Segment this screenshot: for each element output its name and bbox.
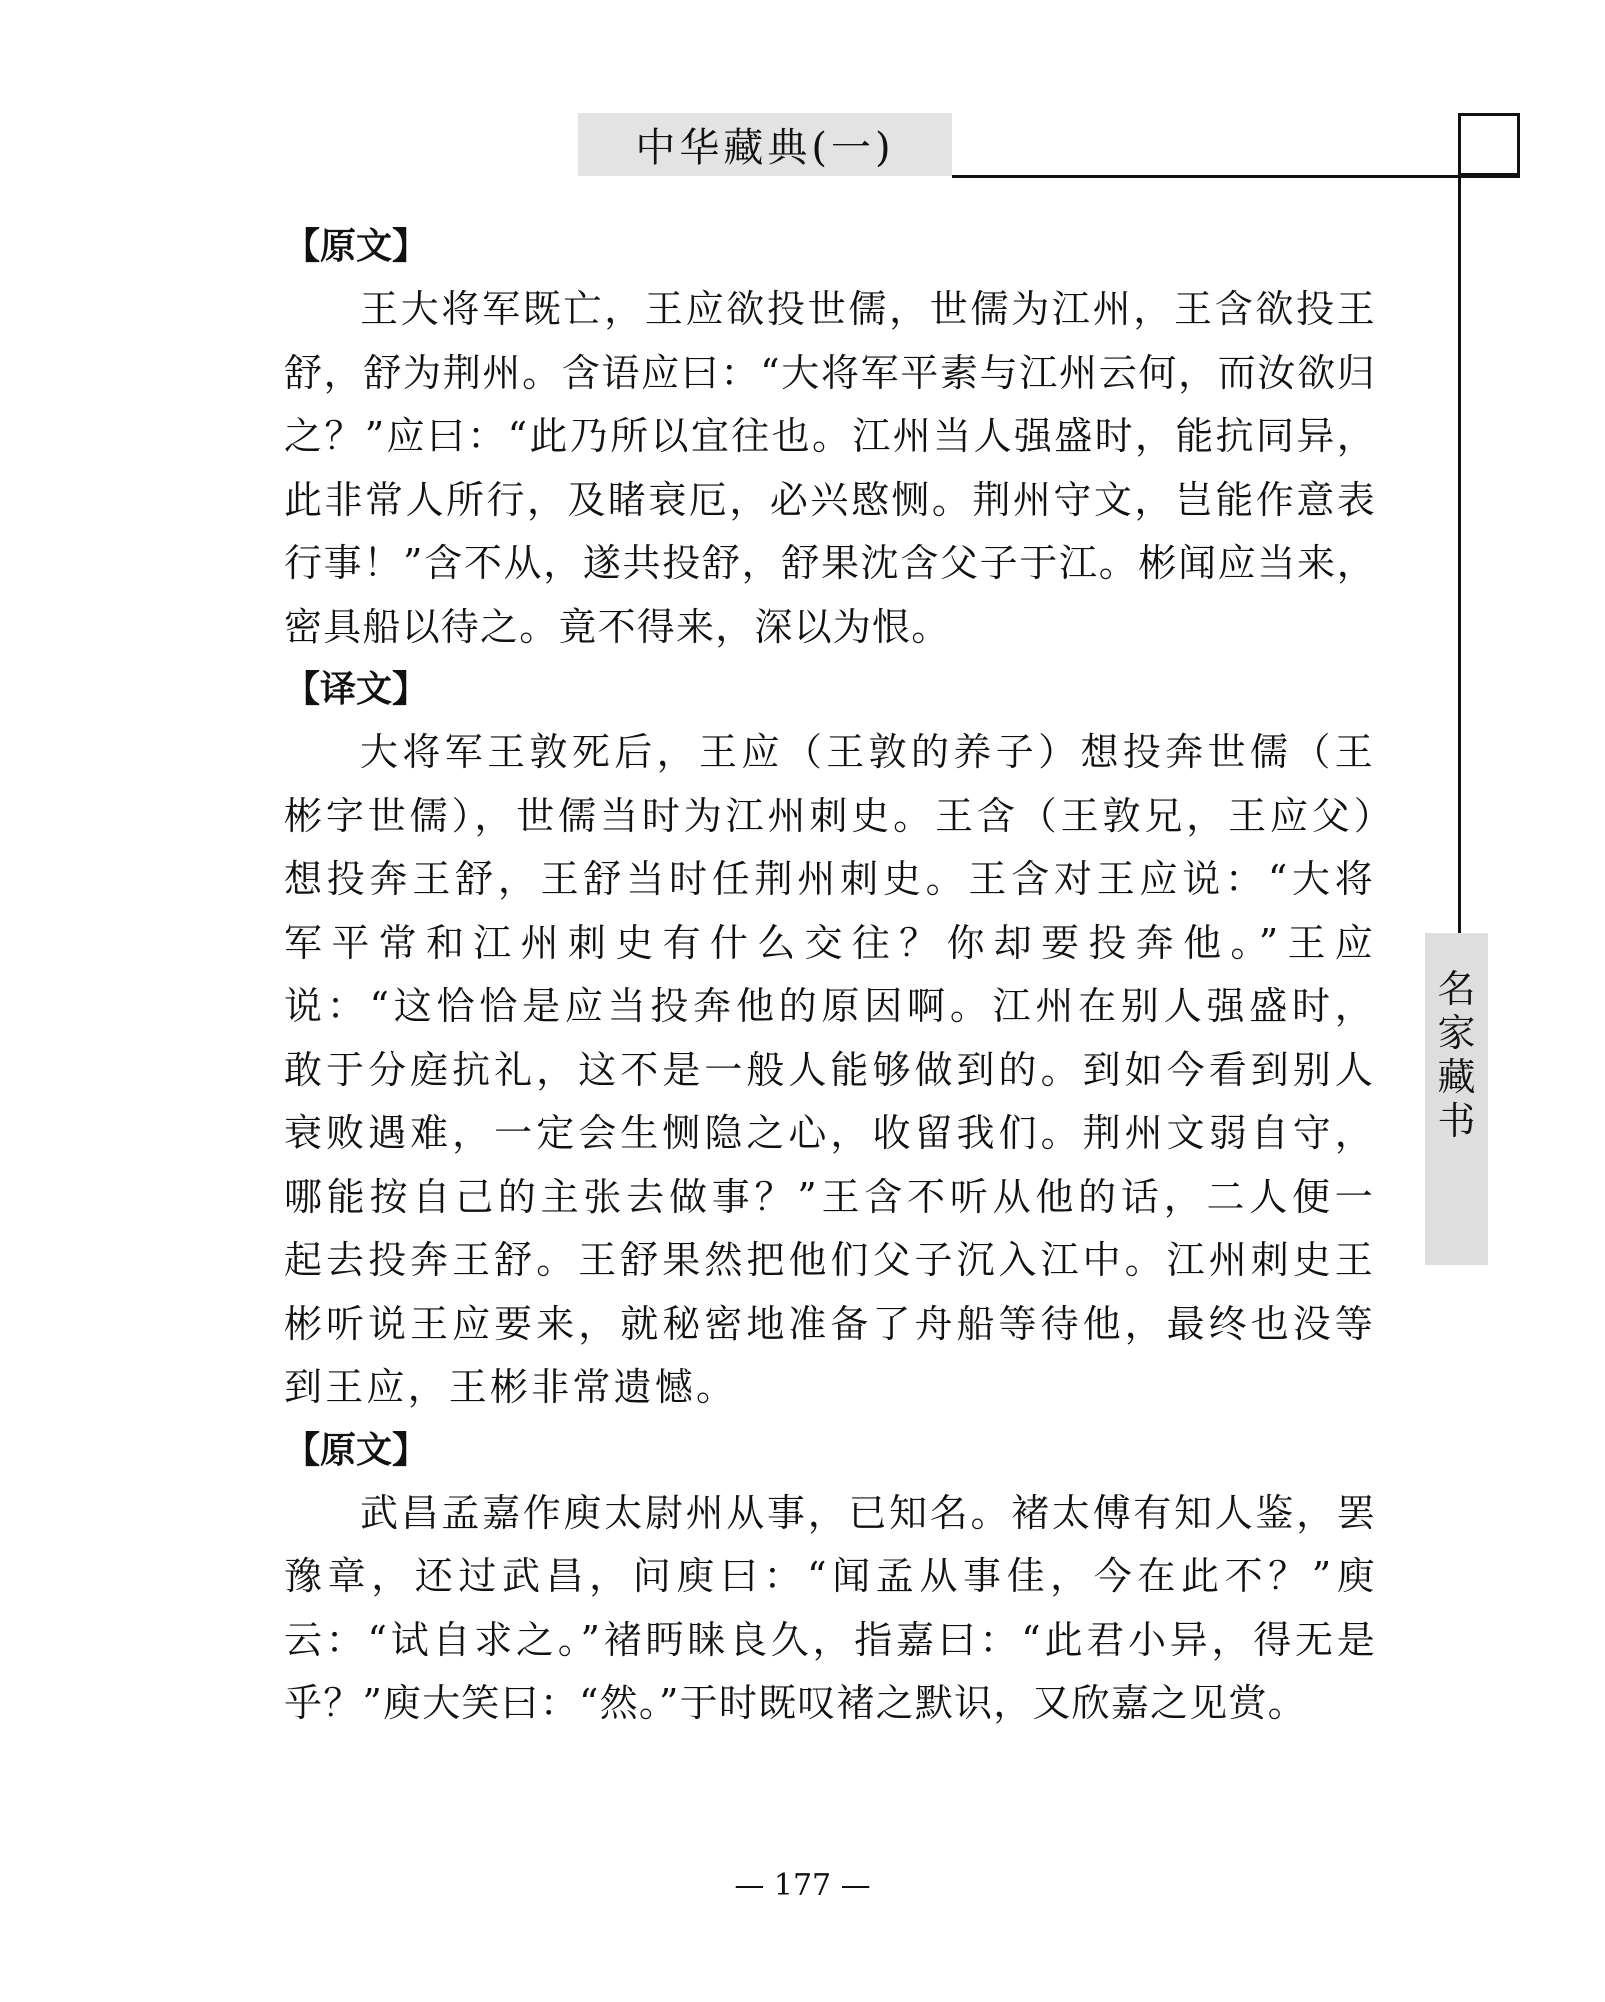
side-tab-char: 藏 <box>1437 1055 1476 1099</box>
translation-paragraph: 大将军王敦死后，王应（王敦的养子）想投奔世儒（王彬字世儒），世儒当时为江州刺史。王含（王敦兄，王应父）想投奔王舒，王舒当时任荆州刺史。王含对王应说：“大将军平常和江州刺史有什么交往？你却要投奔他。”王应说：“这恰恰是应当投奔他的原因啊。江州在别人强盛时，敢于分庭抗礼，这不是一般人能够做到的。到如今看到别人衰败遇难，一定会生恻隐之心，收留我们。荆州文弱自守，哪能按自己的主张去做事？”王含不听从他的话，二人便一起去投奔王舒。王舒果然把他们父子沉入江中。江州刺史王彬听说王应要来，就秘密地准备了舟船等待他，最终也没等到王应，王彬非常遗憾。 <box>284 730 1376 1409</box>
page-body <box>284 216 1376 1736</box>
corner-box-ornament <box>1458 113 1520 176</box>
side-tab-char: 家 <box>1437 1011 1476 1055</box>
section-label-translation: 【译文】 <box>284 669 429 710</box>
header-rule <box>952 175 1520 178</box>
side-tab-char: 名 <box>1437 967 1476 1011</box>
side-thumb-tab <box>1425 933 1488 1265</box>
section-label-original: 【原文】 <box>284 226 429 267</box>
running-header-title: 中华藏典(一) <box>578 113 952 176</box>
page-number: — 177 — <box>734 1868 871 1903</box>
side-tab-char: 书 <box>1437 1099 1476 1143</box>
side-vertical-rule <box>1458 113 1461 933</box>
original-text-paragraph: 武昌孟嘉作庾太尉州从事，已知名。褚太傅有知人鉴，罢豫章，还过武昌，问庾曰：“闻孟从事佳，今在此不？”庾云：“试自求之。”褚眄睐良久，指嘉曰：“此君小异，得无是乎？”庾大笑曰：“然。”于时既叹褚之默识，又欣嘉之见赏。 <box>284 1490 1376 1725</box>
section-label-original: 【原文】 <box>284 1429 429 1471</box>
original-text-paragraph: 王大将军既亡，王应欲投世儒，世儒为江州，王含欲投王舒，舒为荆州。含语应曰：“大将军平素与江州云何，而汝欲归之？”应曰：“此乃所以宜往也。江州当人强盛时，能抗同异，此非常人所行，及睹衰厄，必兴愍恻。荆州守文，岂能作意表行事！”含不从，遂共投舒，舒果沈含父子于江。彬闻应当来，密具船以待之。竟不得来，深以为恨。 <box>284 287 1376 649</box>
